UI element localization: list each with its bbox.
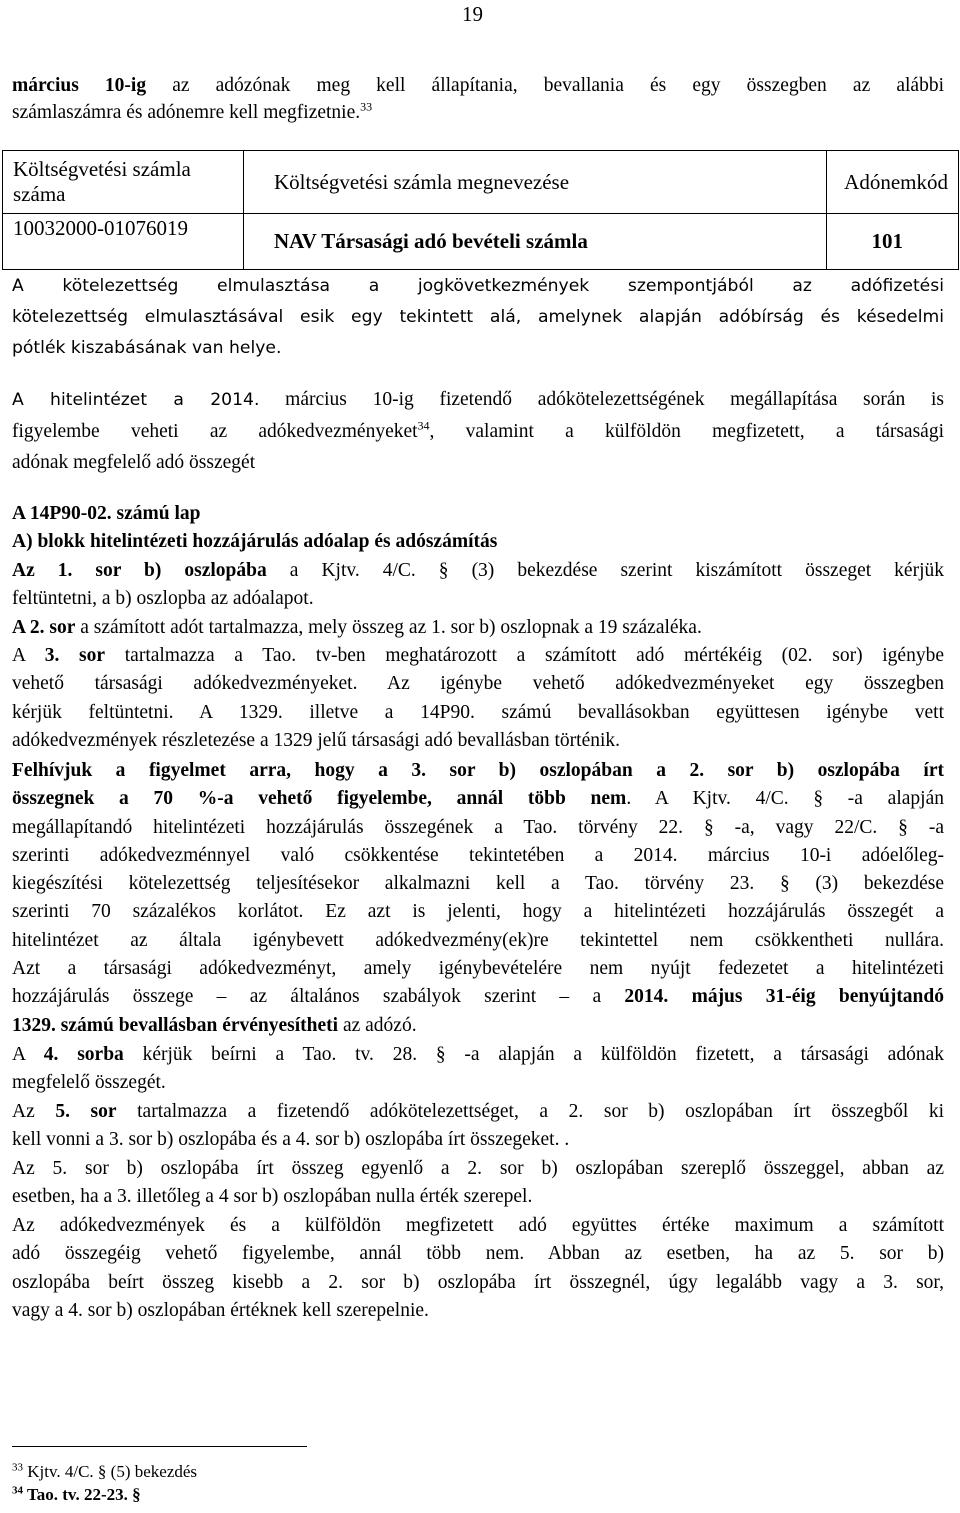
row4-line-1 bbox=[12, 1041, 944, 1069]
notice-line-7: hitelintézet az általa igénybevett adókedvezmény(ek)re tekintettel nem csökkentheti nullára. bbox=[12, 929, 944, 951]
row5b-line-1: Az 5. sor b) oszlopába írt összeg egyenlő a 2. sor b) oszlopában szereplő összeggel, abban az bbox=[12, 1158, 944, 1179]
row5-bold: 5. sor bbox=[55, 1101, 117, 1122]
row1-bold: Az 1. sor b) oszlopába bbox=[12, 560, 267, 581]
intro-deadline: március 10-ig bbox=[12, 75, 147, 96]
institution-text-2a: figyelembe veheti az adókedvezményeket bbox=[12, 421, 418, 442]
sanction-line-2: kötelezettség elmulasztásával esik egy tekintett alá, amelynek alapján adóbírság és késedelmi bbox=[12, 307, 944, 327]
final-line-2: adó összegéig vehető figyelembe, annál több nem. Abban az esetben, ha az 5. sor b) bbox=[12, 1243, 944, 1265]
row3-bold: 3. sor bbox=[44, 645, 106, 666]
section-title-1: A 14P90-02. számú lap bbox=[12, 503, 201, 524]
institution-text-1a: A hitelintézet a 2014. bbox=[12, 390, 260, 410]
institution-line-2 bbox=[12, 416, 944, 447]
notice-line-9 bbox=[12, 983, 944, 1011]
account-table-header-row bbox=[3, 151, 959, 214]
row3-line-2: vehető társasági adókedvezményeket. Az igénybe vehető adókedvezményeket egy összegben bbox=[12, 673, 944, 695]
notice-line-2 bbox=[12, 785, 944, 813]
header-tax-code: Adónemkód bbox=[827, 151, 959, 214]
row4-bold: 4. sorba bbox=[43, 1044, 124, 1065]
header-account-name: Költségvetési számla megnevezése bbox=[244, 151, 827, 214]
row1-paragraph bbox=[12, 557, 944, 614]
row1-text-1: a Kjtv. 4/C. § (3) bekezdése szerint kiszámított összeget kérjük bbox=[266, 560, 945, 581]
row2-text-1: a számított adót tartalmazza, mely összeg az 1. sor b) oszlopnak a 19 százaléka. bbox=[75, 617, 702, 638]
intro-paragraph bbox=[12, 72, 944, 126]
notice-bold-1: Felhívjuk a figyelmet arra, hogy a 3. sor b) oszlopában a 2. sor b) oszlopába írt bbox=[12, 760, 944, 781]
row3-text-1: tartalmazza a Tao. tv-ben meghatározott a számított adó mértékéig (02. sor) igénybe bbox=[105, 645, 944, 666]
final-line-4: vagy a 4. sor b) oszlopában értéknek kell szerepelnie. bbox=[12, 1299, 429, 1321]
intro-line-1 bbox=[12, 72, 944, 99]
footnote-text: Tao. tv. 22-23. § bbox=[26, 1485, 141, 1504]
notice-line-6: szerinti 70 százalékos korlátot. Ez azt is jelenti, hogy a hitelintézeti hozzájárulás összegét a bbox=[12, 901, 944, 923]
footnote-34 bbox=[12, 1485, 141, 1505]
account-table-row bbox=[3, 214, 959, 270]
row5b-paragraph bbox=[12, 1155, 944, 1212]
institution-line-3: adónak megfelelő adó összegét bbox=[12, 452, 256, 473]
row5-text-0: Az bbox=[12, 1101, 56, 1122]
row2-paragraph bbox=[12, 614, 944, 642]
notice-line-3: megállapítandó hitelintézeti hozzájárulás összegének a Tao. törvény 22. § -a, vagy 22/C. § -a bbox=[12, 816, 944, 838]
footnote-ref-34[interactable]: 34 bbox=[417, 418, 430, 433]
footnote-separator bbox=[12, 1446, 307, 1447]
row5-line-1 bbox=[12, 1098, 944, 1126]
institution-text-2b: , valamint a külföldön megfizetett, a társasági bbox=[429, 421, 944, 442]
row5-paragraph bbox=[12, 1098, 944, 1155]
sanction-paragraph bbox=[12, 271, 944, 364]
institution-line-1 bbox=[12, 384, 944, 416]
sanction-line-1: A kötelezettség elmulasztása a jogkövetkezmények szempontjából az adófizetési bbox=[12, 276, 944, 296]
notice-text-10: az adózó. bbox=[338, 1014, 417, 1036]
footnote-number: 34 bbox=[12, 1484, 23, 1497]
account-name: NAV Társasági adó bevételi számla bbox=[244, 214, 827, 270]
institution-paragraph bbox=[12, 384, 944, 478]
intro-text-1: az adózónak meg kell állapítania, bevallania és egy összegben az alábbi bbox=[146, 75, 944, 96]
final-paragraph bbox=[12, 1212, 944, 1325]
page-number: 19 bbox=[462, 2, 483, 26]
final-line-1: Az adókedvezmények és a külföldön megfizetett adó együttes értéke maximum a számított bbox=[12, 1215, 944, 1236]
row4-text-1: kérjük beírni a Tao. tv. 28. § -a alapján a külföldön fizetett, a társasági adónak bbox=[123, 1044, 944, 1065]
institution-text-1b: március 10-ig fizetendő adókötelezettségének megállapítása során is bbox=[259, 389, 944, 410]
footnote-number: 33 bbox=[12, 1461, 23, 1474]
notice-line-1 bbox=[12, 757, 944, 785]
row3-paragraph bbox=[12, 642, 944, 755]
row2-line-1 bbox=[12, 614, 944, 642]
account-number: 10032000-01076019 bbox=[3, 214, 244, 270]
row4-text-0: A bbox=[12, 1044, 44, 1065]
row1-line-1 bbox=[12, 557, 944, 585]
sanction-line-3: pótlék kiszabásának van helye. bbox=[12, 338, 282, 358]
account-table bbox=[2, 150, 959, 270]
header-account-number: Költségvetési számla száma bbox=[3, 151, 244, 214]
footnote-ref-33[interactable]: 33 bbox=[360, 99, 373, 114]
section-heading bbox=[12, 500, 944, 557]
row5-text-1: tartalmazza a fizetendő adókötelezettséget, a 2. sor b) oszlopában írt összegből ki bbox=[116, 1101, 944, 1122]
notice-bold-2: összegnek a 70 %-a vehető figyelembe, annál több nem bbox=[12, 788, 627, 810]
row1-line-2: feltüntetni, a b) oszlopba az adóalapot. bbox=[12, 588, 314, 610]
row3-line-4: adókedvezmények részletezése a 1329 jelű társasági adó bevallásban történik. bbox=[12, 729, 621, 751]
row3-text-0: A bbox=[12, 645, 45, 666]
footnote-33 bbox=[12, 1462, 197, 1482]
section-title-2: A) blokk hitelintézeti hozzájárulás adóalap és adószámítás bbox=[12, 531, 498, 553]
row3-line-1 bbox=[12, 642, 944, 670]
tax-code: 101 bbox=[827, 214, 959, 270]
footnote-text: Kjtv. 4/C. § (5) bekezdés bbox=[27, 1462, 198, 1481]
notice-line-5: kiegészítési kötelezettség teljesítésekor alkalmazni kell a Tao. törvény 23. § (3) bekezdése bbox=[12, 873, 944, 895]
notice-bold-10: 1329. számú bevallásban érvényesítheti bbox=[12, 1014, 339, 1036]
row2-bold: A 2. sor bbox=[12, 617, 76, 638]
row4-line-2: megfelelő összegét. bbox=[12, 1072, 166, 1094]
notice-line-10 bbox=[12, 1012, 944, 1040]
notice-text-9: hozzájárulás összege – az általános szabályok szerint – a bbox=[12, 986, 625, 1008]
row5-line-2: kell vonni a 3. sor b) oszlopába és a 4. sor b) oszlopába írt összegeket. . bbox=[12, 1129, 570, 1151]
notice-bold-9: 2014. május 31-éig benyújtandó bbox=[624, 986, 944, 1008]
notice-line-8: Azt a társasági adókedvezményt, amely igénybevételére nem nyújt fedezetet a hitelintézeti bbox=[12, 958, 944, 980]
row3-line-3: kérjük feltüntetni. A 1329. illetve a 14P90. számú bevallásokban együttesen igénybe vett bbox=[12, 701, 944, 723]
notice-paragraph bbox=[12, 757, 944, 1040]
notice-text-2: . A Kjtv. 4/C. § -a alapján bbox=[626, 788, 944, 810]
final-line-3: oszlopába beírt összeg kisebb a 2. sor b) oszlopába írt összegnél, úgy legalább vagy a 3. sor, bbox=[12, 1271, 944, 1293]
intro-text-2: számlaszámra és adónemre kell megfizetnie. bbox=[12, 102, 361, 123]
row5b-line-2: esetben, ha a 3. illetőleg a 4 sor b) oszlopában nulla érték szerepel. bbox=[12, 1186, 533, 1208]
intro-line-2 bbox=[12, 99, 944, 126]
notice-line-4: szerinti adókedvezménnyel való csökkentése tekintetében a 2014. március 10-i adóelőleg- bbox=[12, 844, 944, 866]
row4-paragraph bbox=[12, 1041, 944, 1098]
